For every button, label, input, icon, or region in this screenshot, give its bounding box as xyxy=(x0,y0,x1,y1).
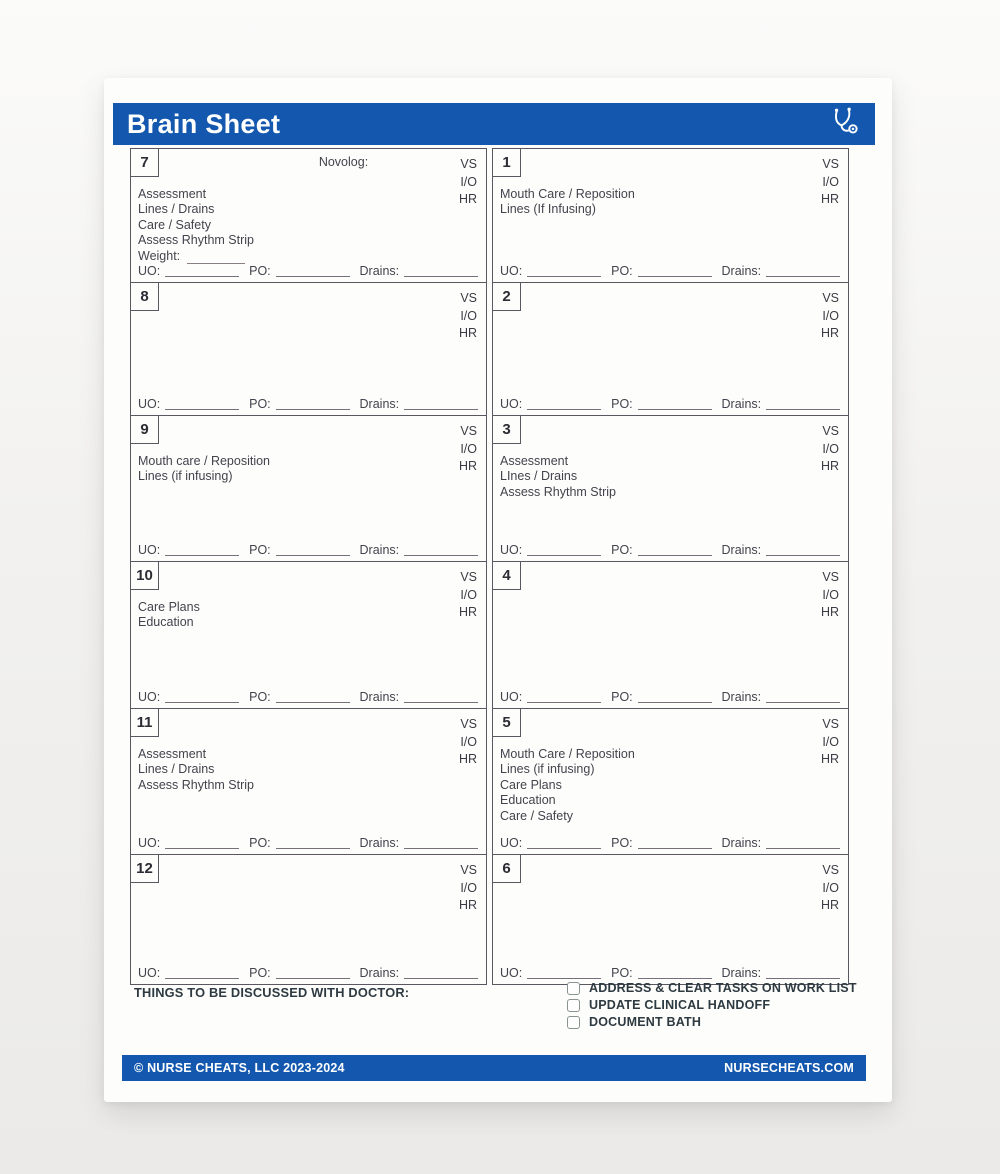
po-blank[interactable] xyxy=(276,264,350,277)
weight-blank[interactable] xyxy=(187,252,245,264)
io-label: I/O xyxy=(822,734,839,749)
page-title: Brain Sheet xyxy=(127,108,281,139)
io-label: I/O xyxy=(460,734,477,749)
outputs-row xyxy=(138,543,478,558)
vitals-labels xyxy=(459,569,477,622)
po-label: PO: xyxy=(611,397,633,411)
cell-content xyxy=(500,747,786,824)
outputs-row xyxy=(138,966,478,981)
task-row xyxy=(567,1015,857,1029)
cell-content xyxy=(138,187,424,264)
io-label: I/O xyxy=(822,587,839,602)
drains-blank[interactable] xyxy=(766,966,840,979)
po-label: PO: xyxy=(249,543,271,557)
outputs-row xyxy=(138,397,478,412)
po-blank[interactable] xyxy=(638,966,712,979)
outputs-row xyxy=(138,690,478,705)
bed-number-box xyxy=(493,416,521,444)
checklist-item: LInes / Drains xyxy=(500,469,578,484)
patient-cell-2 xyxy=(493,283,848,416)
task-label: UPDATE CLINICAL HANDOFF xyxy=(589,998,771,1012)
task-checkbox[interactable] xyxy=(567,982,580,995)
bed-number-box xyxy=(493,562,521,590)
drains-label: Drains: xyxy=(359,836,400,850)
hr-label: HR xyxy=(458,192,477,206)
bed-number-box xyxy=(131,416,159,444)
vitals-labels xyxy=(821,862,839,915)
hr-label: HR xyxy=(458,752,477,766)
uo-blank[interactable] xyxy=(165,264,239,277)
po-label: PO: xyxy=(249,836,271,850)
bed-number-box xyxy=(131,562,159,590)
checklist-item: Assess Rhythm Strip xyxy=(500,484,617,499)
checklist xyxy=(138,454,424,485)
vs-label: VS xyxy=(460,291,477,305)
bed-number: 5 xyxy=(502,714,511,731)
io-label: I/O xyxy=(460,441,477,456)
task-label: ADDRESS & CLEAR TASKS ON WORK LIST xyxy=(589,981,857,995)
task-row xyxy=(567,981,857,995)
checklist-item: Education xyxy=(500,793,556,808)
uo-label: UO: xyxy=(138,397,161,411)
drains-label: Drains: xyxy=(721,397,762,411)
bed-number: 9 xyxy=(140,421,149,438)
checklist-item: Mouth Care / Reposition xyxy=(500,747,635,761)
checklist-item: Care Plans xyxy=(500,777,562,792)
hr-label: HR xyxy=(820,326,839,340)
patient-cell-6 xyxy=(493,855,848,984)
io-label: I/O xyxy=(822,880,839,895)
po-label: PO: xyxy=(611,264,633,278)
checklist-item: Assess Rhythm Strip xyxy=(138,233,255,248)
checklist xyxy=(500,187,786,218)
outputs-row xyxy=(138,836,478,851)
drains-blank[interactable] xyxy=(404,690,478,703)
vitals-labels xyxy=(459,156,477,209)
outputs-row xyxy=(500,264,840,279)
vs-label: VS xyxy=(822,424,839,438)
checklist-item: Care / Safety xyxy=(500,808,573,823)
drains-label: Drains: xyxy=(359,966,400,980)
header-bar xyxy=(113,103,875,145)
website-text: NURSECHEATS.COM xyxy=(724,1061,854,1075)
po-blank[interactable] xyxy=(638,543,712,556)
uo-label: UO: xyxy=(500,543,523,557)
checklist-item: Lines (if infusing) xyxy=(500,762,595,777)
brain-sheet-paper xyxy=(104,78,892,1102)
drains-blank[interactable] xyxy=(404,543,478,556)
io-label: I/O xyxy=(822,441,839,456)
drains-blank[interactable] xyxy=(404,836,478,849)
checklist-item: Mouth Care / Reposition xyxy=(500,187,635,201)
po-label: PO: xyxy=(249,397,271,411)
io-label: I/O xyxy=(460,174,477,189)
task-checklist xyxy=(567,981,857,1032)
drains-label: Drains: xyxy=(359,543,400,557)
checklist-item: Lines (If Infusing) xyxy=(500,202,596,217)
bed-number: 12 xyxy=(136,860,153,877)
bed-number: 4 xyxy=(502,567,511,584)
vitals-labels xyxy=(821,290,839,343)
po-blank[interactable] xyxy=(276,690,350,703)
drains-blank[interactable] xyxy=(766,543,840,556)
patient-cell-3 xyxy=(493,416,848,562)
hr-label: HR xyxy=(458,326,477,340)
vs-label: VS xyxy=(822,863,839,877)
task-label: DOCUMENT BATH xyxy=(589,1015,702,1029)
uo-blank[interactable] xyxy=(527,397,601,410)
patient-cell-4 xyxy=(493,562,848,709)
outputs-row xyxy=(500,690,840,705)
vs-label: VS xyxy=(822,291,839,305)
po-label: PO: xyxy=(249,966,271,980)
uo-label: UO: xyxy=(500,397,523,411)
bed-number-box xyxy=(493,149,521,177)
vs-label: VS xyxy=(460,424,477,438)
vs-label: VS xyxy=(460,717,477,731)
hr-label: HR xyxy=(820,898,839,912)
uo-label: UO: xyxy=(138,690,161,704)
task-row xyxy=(567,998,857,1012)
patient-cell-12 xyxy=(131,855,486,984)
patient-cell-7 xyxy=(131,149,486,283)
uo-label: UO: xyxy=(138,543,161,557)
vs-label: VS xyxy=(822,157,839,171)
uo-label: UO: xyxy=(138,264,161,278)
checklist-item: Assessment xyxy=(500,454,569,468)
checklist-item: Mouth care / Reposition xyxy=(138,454,271,468)
hr-label: HR xyxy=(820,605,839,619)
cell-content xyxy=(138,454,424,485)
checklist-item: Assessment xyxy=(138,747,207,761)
io-label: I/O xyxy=(822,174,839,189)
outputs-row xyxy=(500,397,840,412)
bed-number: 1 xyxy=(502,154,511,171)
drains-label: Drains: xyxy=(359,264,400,278)
po-blank[interactable] xyxy=(276,397,350,410)
outputs-row xyxy=(500,543,840,558)
checklist xyxy=(138,747,424,793)
po-blank[interactable] xyxy=(638,264,712,277)
vitals-labels xyxy=(821,569,839,622)
bed-number: 11 xyxy=(136,714,153,731)
vs-label: VS xyxy=(460,157,477,171)
vs-label: VS xyxy=(460,863,477,877)
vitals-labels xyxy=(459,862,477,915)
weight-label: Weight: xyxy=(138,248,181,263)
outputs-row xyxy=(500,966,840,981)
patient-cell-8 xyxy=(131,283,486,416)
po-blank[interactable] xyxy=(276,966,350,979)
uo-label: UO: xyxy=(500,690,523,704)
bed-number-box xyxy=(131,283,159,311)
drains-blank[interactable] xyxy=(766,397,840,410)
bed-number: 8 xyxy=(140,288,149,305)
vitals-labels xyxy=(459,290,477,343)
bed-number-box xyxy=(493,283,521,311)
checklist xyxy=(138,187,424,249)
checklist-item: Education xyxy=(138,615,194,630)
uo-blank[interactable] xyxy=(165,966,239,979)
po-label: PO: xyxy=(611,966,633,980)
drains-label: Drains: xyxy=(721,264,762,278)
vs-label: VS xyxy=(822,717,839,731)
cell-content xyxy=(138,747,424,793)
po-label: PO: xyxy=(249,264,271,278)
checklist xyxy=(138,600,424,631)
uo-blank[interactable] xyxy=(527,264,601,277)
drains-label: Drains: xyxy=(721,836,762,850)
bed-number-box xyxy=(493,709,521,737)
uo-blank[interactable] xyxy=(165,690,239,703)
vs-label: VS xyxy=(822,570,839,584)
patient-cell-1 xyxy=(493,149,848,283)
bed-number: 10 xyxy=(136,567,153,584)
novolog-label: Novolog: xyxy=(318,155,369,169)
stethoscope-icon xyxy=(828,107,859,141)
vs-label: VS xyxy=(460,570,477,584)
patient-cell-5 xyxy=(493,709,848,855)
grid-left-column xyxy=(130,148,487,985)
hr-label: HR xyxy=(458,898,477,912)
bed-number: 2 xyxy=(502,288,511,305)
drains-label: Drains: xyxy=(721,966,762,980)
vitals-labels xyxy=(459,423,477,476)
uo-blank[interactable] xyxy=(165,397,239,410)
drains-blank[interactable] xyxy=(404,397,478,410)
patient-cell-9 xyxy=(131,416,486,562)
drains-blank[interactable] xyxy=(404,264,478,277)
drains-blank[interactable] xyxy=(766,690,840,703)
po-blank[interactable] xyxy=(276,543,350,556)
uo-blank[interactable] xyxy=(527,543,601,556)
cell-content xyxy=(500,187,786,218)
grid-right-column xyxy=(492,148,849,985)
outputs-row xyxy=(500,836,840,851)
bed-number-box xyxy=(131,149,159,177)
hr-label: HR xyxy=(820,459,839,473)
vitals-labels xyxy=(459,716,477,769)
uo-label: UO: xyxy=(138,966,161,980)
checklist-item: Care Plans xyxy=(138,600,200,614)
cell-content xyxy=(500,454,786,500)
checklist xyxy=(500,454,786,500)
io-label: I/O xyxy=(460,587,477,602)
po-blank[interactable] xyxy=(638,690,712,703)
uo-blank[interactable] xyxy=(527,966,601,979)
uo-blank[interactable] xyxy=(527,836,601,849)
checklist-item: Lines (if infusing) xyxy=(138,469,233,484)
checklist-item: Care / Safety xyxy=(138,217,211,232)
task-checkbox[interactable] xyxy=(567,999,580,1012)
copyright-text: © NURSE CHEATS, LLC 2023-2024 xyxy=(134,1061,345,1075)
uo-label: UO: xyxy=(500,836,523,850)
po-label: PO: xyxy=(249,690,271,704)
io-label: I/O xyxy=(460,880,477,895)
po-label: PO: xyxy=(611,836,633,850)
bed-number-box xyxy=(131,855,159,883)
drains-blank[interactable] xyxy=(766,264,840,277)
checklist-item: Assess Rhythm Strip xyxy=(138,777,255,792)
patient-cell-11 xyxy=(131,709,486,855)
hr-label: HR xyxy=(820,192,839,206)
outputs-row xyxy=(138,264,478,279)
weight-line xyxy=(138,249,424,264)
checklist-item: Assessment xyxy=(138,187,207,201)
uo-blank[interactable] xyxy=(165,543,239,556)
drains-blank[interactable] xyxy=(404,966,478,979)
bed-number-box xyxy=(493,855,521,883)
vitals-labels xyxy=(821,156,839,209)
checklist xyxy=(500,747,786,824)
hr-label: HR xyxy=(458,605,477,619)
task-checkbox[interactable] xyxy=(567,1016,580,1029)
checklist-item: Lines / Drains xyxy=(138,762,215,777)
uo-blank[interactable] xyxy=(165,836,239,849)
uo-label: UO: xyxy=(138,836,161,850)
bed-number: 7 xyxy=(140,154,149,171)
po-blank[interactable] xyxy=(638,397,712,410)
bed-number: 6 xyxy=(502,860,511,877)
drains-blank[interactable] xyxy=(766,836,840,849)
io-label: I/O xyxy=(460,308,477,323)
footer-bar xyxy=(122,1055,866,1081)
cell-content xyxy=(138,600,424,631)
uo-label: UO: xyxy=(500,966,523,980)
uo-label: UO: xyxy=(500,264,523,278)
checklist-item: Lines / Drains xyxy=(138,202,215,217)
drains-label: Drains: xyxy=(359,397,400,411)
hr-label: HR xyxy=(820,752,839,766)
drains-label: Drains: xyxy=(721,690,762,704)
patient-cell-10 xyxy=(131,562,486,709)
po-blank[interactable] xyxy=(638,836,712,849)
bed-number: 3 xyxy=(502,421,511,438)
po-label: PO: xyxy=(611,690,633,704)
uo-blank[interactable] xyxy=(527,690,601,703)
discussion-heading: THINGS TO BE DISCUSSED WITH DOCTOR: xyxy=(134,985,410,1000)
io-label: I/O xyxy=(822,308,839,323)
drains-label: Drains: xyxy=(721,543,762,557)
drains-label: Drains: xyxy=(359,690,400,704)
hr-label: HR xyxy=(458,459,477,473)
vitals-labels xyxy=(821,716,839,769)
vitals-labels xyxy=(821,423,839,476)
po-label: PO: xyxy=(611,543,633,557)
bed-number-box xyxy=(131,709,159,737)
po-blank[interactable] xyxy=(276,836,350,849)
